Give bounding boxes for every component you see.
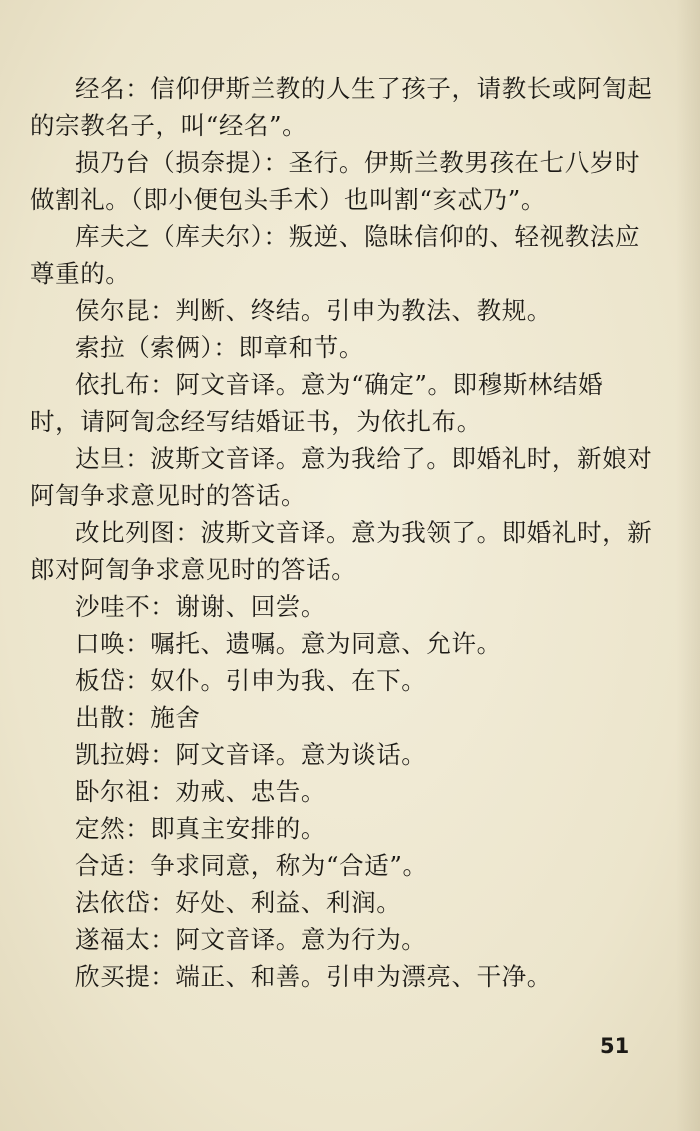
entry-line: 库夫之（库夫尔）：叛逆、隐昧信仰的、轻视教法应 bbox=[75, 222, 641, 251]
glossary-entry bbox=[30, 144, 670, 218]
entry-line: 阿訇争求意见时的答话。 bbox=[30, 481, 307, 510]
entry-line: 卧尔祖：劝戒、忠告。 bbox=[75, 777, 326, 806]
entry-line: 出散：施舍 bbox=[75, 703, 201, 732]
glossary-entry bbox=[30, 625, 670, 662]
entry-line: 定然：即真主安排的。 bbox=[75, 814, 326, 843]
entry-line: 尊重的。 bbox=[30, 259, 131, 288]
entry-line: 沙哇不：谢谢、回尝。 bbox=[75, 592, 326, 621]
glossary-entry bbox=[30, 329, 670, 366]
glossary-entry bbox=[30, 218, 670, 292]
entry-line: 索拉（索俩）：即章和节。 bbox=[75, 333, 364, 362]
glossary-entry bbox=[30, 662, 670, 699]
entry-line: 欣买提：端正、和善。引申为漂亮、干净。 bbox=[75, 962, 552, 991]
glossary-entry bbox=[30, 958, 670, 995]
entry-line: 达旦：波斯文音译。意为我给了。即婚礼时，新娘对 bbox=[75, 444, 653, 473]
glossary-entry bbox=[30, 588, 670, 625]
page-edge-shadow bbox=[676, 0, 700, 1131]
entry-line: 凯拉姆：阿文音译。意为谈话。 bbox=[75, 740, 427, 769]
glossary-entry bbox=[30, 847, 670, 884]
glossary-entry bbox=[30, 773, 670, 810]
entry-line: 法依岱：好处、利益、利润。 bbox=[75, 888, 402, 917]
entry-line: 郎对阿訇争求意见时的答话。 bbox=[30, 555, 357, 584]
entry-line: 遂福太：阿文音译。意为行为。 bbox=[75, 925, 427, 954]
entry-line: 的宗教名子，叫“经名”。 bbox=[30, 111, 308, 140]
glossary-entries bbox=[30, 70, 670, 995]
page-number: 51 bbox=[600, 1034, 630, 1058]
glossary-entry bbox=[30, 292, 670, 329]
glossary-entry bbox=[30, 699, 670, 736]
glossary-entry bbox=[30, 810, 670, 847]
glossary-entry bbox=[30, 440, 670, 514]
entry-line: 合适：争求同意，称为“合适”。 bbox=[75, 851, 428, 880]
glossary-entry bbox=[30, 736, 670, 773]
entry-line: 依扎布：阿文音译。意为“确定”。即穆斯林结婚 bbox=[75, 370, 604, 399]
glossary-entry bbox=[30, 70, 670, 144]
entry-line: 侯尔昆：判断、终结。引申为教法、教规。 bbox=[75, 296, 552, 325]
glossary-entry bbox=[30, 514, 670, 588]
glossary-entry bbox=[30, 366, 670, 440]
entry-line: 改比列图：波斯文音译。意为我领了。即婚礼时，新 bbox=[75, 518, 653, 547]
glossary-entry bbox=[30, 884, 670, 921]
glossary-entry bbox=[30, 921, 670, 958]
entry-line: 口唤：嘱托、遗嘱。意为同意、允许。 bbox=[75, 629, 502, 658]
entry-line: 板岱：奴仆。引申为我、在下。 bbox=[75, 666, 427, 695]
entry-line: 损乃台（损奈提）：圣行。伊斯兰教男孩在七八岁时 bbox=[75, 148, 641, 177]
entry-line: 经名：信仰伊斯兰教的人生了孩子，请教长或阿訇起 bbox=[75, 74, 653, 103]
entry-line: 做割礼。（即小便包头手术）也叫割“亥忒乃”。 bbox=[30, 185, 546, 214]
entry-line: 时，请阿訇念经写结婚证书，为依扎布。 bbox=[30, 407, 482, 436]
